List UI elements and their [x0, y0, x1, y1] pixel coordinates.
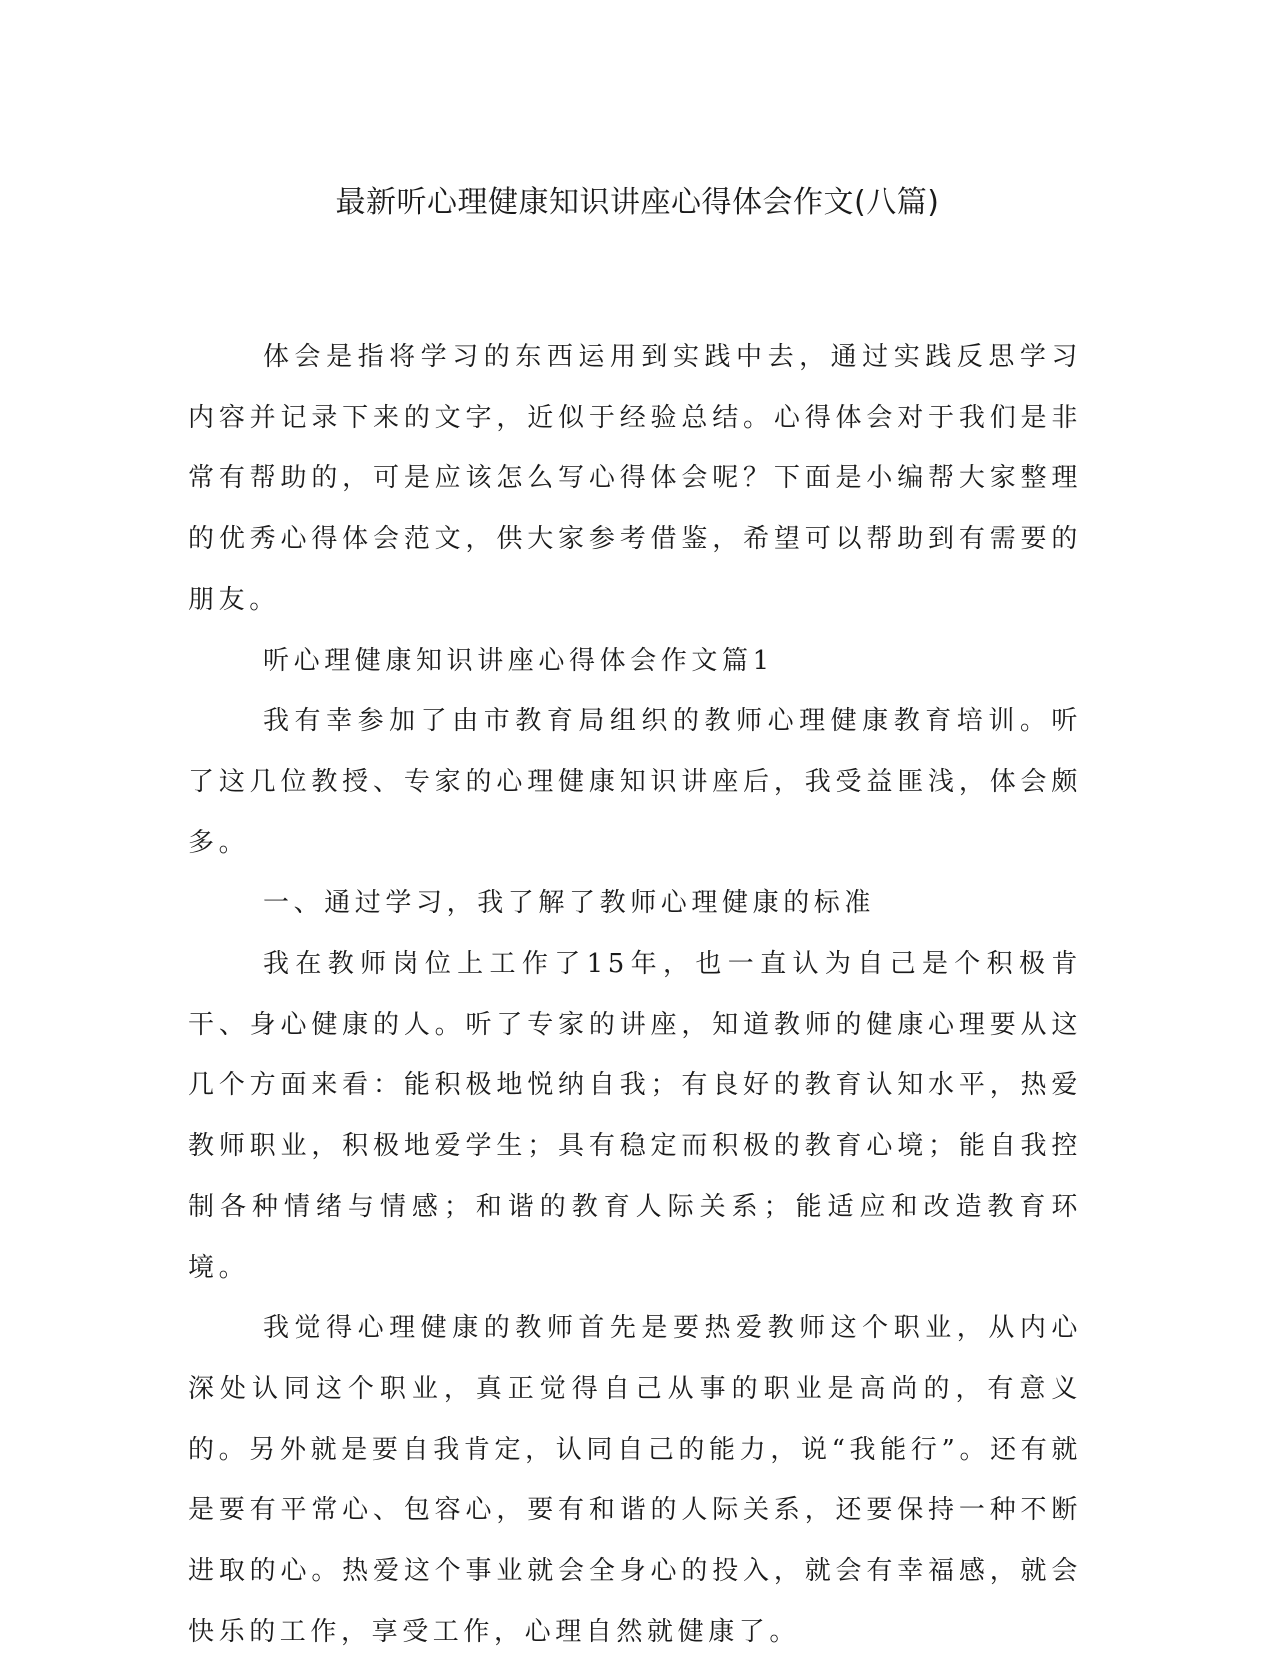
- intro-paragraph: 体会是指将学习的东西运用到实践中去，通过实践反思学习内容并记录下来的文字，近似于经验总结。心得体会对于我们是非常有帮助的，可是应该怎么写心得体会呢？下面是小编帮大家整理的优秀心得体会范文，供大家参考借鉴，希望可以帮助到有需要的朋友。: [188, 342, 1082, 615]
- document-body: [188, 327, 1082, 1662]
- body-paragraph: 我觉得心理健康的教师首先是要热爱教师这个职业，从内心深处认同这个职业，真正觉得自己从事的职业是高尚的，有意义的。另外就是要自我肯定，认同自己的能力，说“我能行”。还有就是要有平常心、包容心，要有和谐的人际关系，还要保持一种不断进取的心。热爱这个事业就会全身心的投入，就会有幸福感，就会快乐的工作，享受工作，心理自然就健康了。: [188, 1313, 1082, 1647]
- body-paragraph: 我有幸参加了由市教育局组织的教师心理健康教育培训。听了这几位教授、专家的心理健康知识讲座后，我受益匪浅，体会颇多。: [188, 706, 1082, 858]
- section-heading-article-1: 听心理健康知识讲座心得体会作文篇1: [263, 645, 774, 676]
- body-paragraph: 我在教师岗位上工作了15年，也一直认为自己是个积极肯干、身心健康的人。听了专家的讲座，知道教师的健康心理要从这几个方面来看：能积极地悦纳自我；有良好的教育认知水平，热爱教师职业，积极地爱学生；具有稳定而积极的教育心境；能自我控制各种情绪与情感；和谐的教育人际关系；能适应和改造教育环境。: [188, 949, 1082, 1283]
- subsection-heading: 一、通过学习，我了解了教师心理健康的标准: [263, 888, 876, 919]
- document-title: 最新听心理健康知识讲座心得体会作文(八篇): [335, 185, 940, 220]
